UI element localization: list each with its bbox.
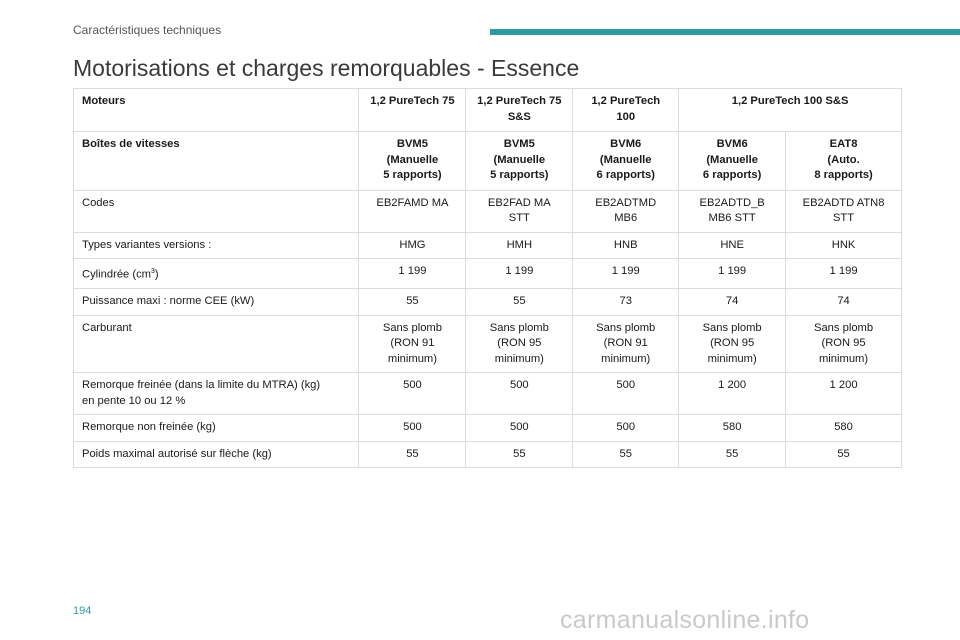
braked-trailer-cell: 1 200	[679, 373, 786, 415]
cylinder-row	[74, 259, 902, 289]
fuel-cell: Sans plomb (RON 91 minimum)	[573, 315, 679, 373]
types-row	[74, 232, 902, 259]
page-title: Motorisations et charges remorquables - Essence	[73, 55, 580, 81]
noseweight-row	[74, 441, 902, 468]
braked-trailer-cell: 500	[466, 373, 573, 415]
type-cell: HNB	[573, 232, 679, 259]
power-cell: 74	[679, 289, 786, 316]
power-cell: 55	[466, 289, 573, 316]
fuel-cell: Sans plomb (RON 95 minimum)	[679, 315, 786, 373]
gearbox-cell: BVM6 (Manuelle 6 rapports)	[573, 132, 679, 191]
braked-trailer-row	[74, 373, 902, 415]
cylinder-cell: 1 199	[679, 259, 786, 289]
braked-trailer-label: Remorque freinée (dans la limite du MTRA) (kg) en pente 10 ou 12 %	[74, 373, 359, 415]
power-row	[74, 289, 902, 316]
braked-trailer-cell: 500	[359, 373, 466, 415]
fuel-cell: Sans plomb (RON 95 minimum)	[466, 315, 573, 373]
power-label: Puissance maxi : norme CEE (kW)	[74, 289, 359, 316]
gearbox-cell: BVM5 (Manuelle 5 rapports)	[466, 132, 573, 191]
cylinder-cell: 1 199	[466, 259, 573, 289]
engines-label: Moteurs	[74, 89, 359, 132]
types-label: Types variantes versions :	[74, 232, 359, 259]
unbraked-trailer-row	[74, 415, 902, 442]
type-cell: HNK	[786, 232, 902, 259]
power-cell: 73	[573, 289, 679, 316]
unbraked-trailer-cell: 500	[466, 415, 573, 442]
gearbox-label: Boîtes de vitesses	[74, 132, 359, 191]
noseweight-cell: 55	[466, 441, 573, 468]
fuel-cell: Sans plomb (RON 91 minimum)	[359, 315, 466, 373]
cylinder-cell: 1 199	[786, 259, 902, 289]
unbraked-trailer-cell: 500	[359, 415, 466, 442]
noseweight-cell: 55	[573, 441, 679, 468]
power-cell: 55	[359, 289, 466, 316]
code-cell: EB2ADTD ATN8 STT	[786, 190, 902, 232]
unbraked-trailer-cell: 500	[573, 415, 679, 442]
engine-cell: 1,2 PureTech 100	[573, 89, 679, 132]
engine-cell: 1,2 PureTech 100 S&S	[679, 89, 902, 132]
fuel-label: Carburant	[74, 315, 359, 373]
cylinder-cell: 1 199	[359, 259, 466, 289]
unbraked-trailer-cell: 580	[679, 415, 786, 442]
unbraked-trailer-cell: 580	[786, 415, 902, 442]
noseweight-label: Poids maximal autorisé sur flèche (kg)	[74, 441, 359, 468]
codes-row	[74, 190, 902, 232]
header-accent-bar	[490, 29, 960, 35]
section-label: Caractéristiques techniques	[73, 23, 222, 37]
watermark: carmanualsonline.info	[560, 606, 810, 634]
braked-trailer-cell: 500	[573, 373, 679, 415]
cylinder-cell: 1 199	[573, 259, 679, 289]
engine-cell: 1,2 PureTech 75	[359, 89, 466, 132]
noseweight-cell: 55	[786, 441, 902, 468]
gearbox-cell: BVM5 (Manuelle 5 rapports)	[359, 132, 466, 191]
type-cell: HMG	[359, 232, 466, 259]
code-cell: EB2ADTMD MB6	[573, 190, 679, 232]
noseweight-cell: 55	[359, 441, 466, 468]
fuel-row	[74, 315, 902, 373]
gearbox-cell: EAT8 (Auto. 8 rapports)	[786, 132, 902, 191]
cylinder-label: Cylindrée $(cm^3)$	[74, 259, 359, 289]
gearbox-row	[74, 132, 902, 191]
power-cell: 74	[786, 289, 902, 316]
engine-spec-table	[73, 88, 902, 468]
noseweight-cell: 55	[679, 441, 786, 468]
type-cell: HNE	[679, 232, 786, 259]
type-cell: HMH	[466, 232, 573, 259]
code-cell: EB2FAMD MA	[359, 190, 466, 232]
code-cell: EB2ADTD_B MB6 STT	[679, 190, 786, 232]
braked-trailer-cell: 1 200	[786, 373, 902, 415]
gearbox-cell: BVM6 (Manuelle 6 rapports)	[679, 132, 786, 191]
engine-cell: 1,2 PureTech 75 S&S	[466, 89, 573, 132]
page-number: 194	[73, 605, 92, 617]
unbraked-trailer-label: Remorque non freinée (kg)	[74, 415, 359, 442]
engines-row	[74, 89, 902, 132]
code-cell: EB2FAD MA STT	[466, 190, 573, 232]
fuel-cell: Sans plomb (RON 95 minimum)	[786, 315, 902, 373]
codes-label: Codes	[74, 190, 359, 232]
